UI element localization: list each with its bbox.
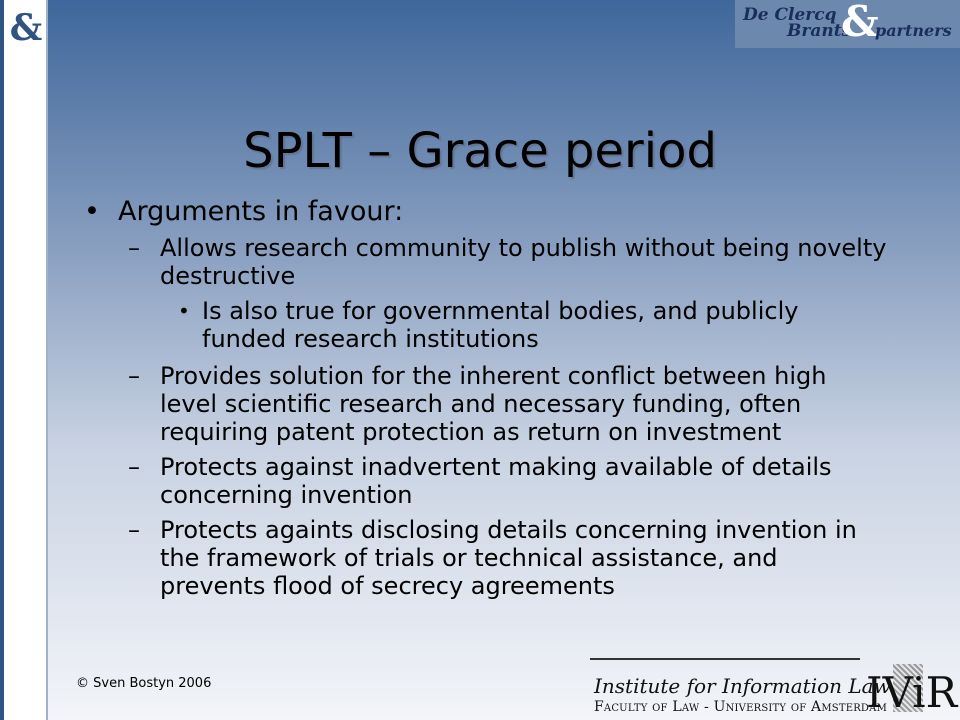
- copyright-notice: © Sven Bostyn 2006: [76, 676, 212, 691]
- firm-logo-ampersand: &: [841, 0, 879, 46]
- dash-marker: –: [128, 234, 140, 262]
- firm-logo: [735, 0, 960, 48]
- sub-bullet-text: Allows research community to publish without being novelty destructive: [160, 234, 887, 290]
- sidebar-edge: [46, 0, 48, 720]
- sub-bullet-text: Provides solution for the inherent conflict between high level scientific research and necessary funding, often requiring patent protection as return on investment: [160, 362, 827, 446]
- sub-sub-bullet-text: Is also true for governmental bodies, and publicly funded research institutions: [202, 297, 799, 353]
- bullet-marker: •: [178, 299, 190, 323]
- firm-logo-line2: Brants: [787, 21, 852, 41]
- sub-bullet-text: Protects againts disclosing details concerning invention in the framework of trials or technical assistance, and prevents flood of secrecy agreements: [160, 516, 857, 600]
- institute-subtitle: Faculty of Law - University of Amsterdam: [594, 699, 888, 715]
- dash-marker: –: [128, 362, 140, 390]
- left-sidebar: [0, 0, 48, 720]
- firm-logo-line3: partners: [875, 21, 952, 40]
- sidebar-strip: [0, 0, 4, 720]
- institute-logo-mark: IViR: [866, 668, 958, 717]
- ampersand-logo: &: [9, 7, 43, 49]
- bullet-marker: •: [84, 196, 100, 227]
- dash-marker: –: [128, 453, 140, 481]
- slide-title: SPLT – Grace period: [243, 123, 717, 179]
- firm-logo-line1: De Clercq: [743, 5, 837, 25]
- institute-name: Institute for Information Law: [594, 674, 891, 698]
- institute-logo-rule: [590, 658, 860, 660]
- bullet-text: Arguments in favour:: [118, 196, 404, 227]
- sub-bullet-text: Protects against inadvertent making available of details concerning invention: [160, 453, 832, 509]
- dash-marker: –: [128, 516, 140, 544]
